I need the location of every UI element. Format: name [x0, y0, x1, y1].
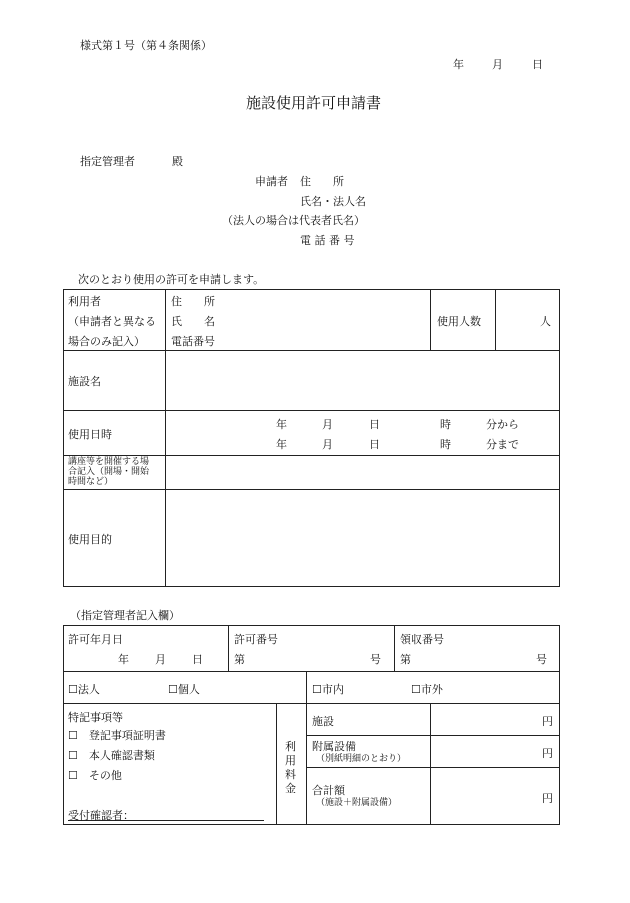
equipment-fee-yen: 円 — [542, 747, 553, 760]
facility-fee-label: 施設 — [312, 715, 334, 728]
receptionist-label: 受付確認者： — [68, 809, 134, 822]
checkbox-id-document[interactable]: ☐ 本人確認書類 — [68, 749, 155, 762]
applicant-corp-note: （法人の場合は代表者氏名） — [222, 214, 365, 227]
admin-section-title: （指定管理者記入欄） — [70, 609, 180, 622]
dt-from-hour: 時 — [440, 418, 451, 431]
checkbox-corporation[interactable]: ☐法人 — [68, 683, 100, 696]
user-address-label: 住 所 — [171, 295, 215, 308]
fee-label-4: 金 — [285, 782, 296, 795]
user-name-label: 氏 名 — [171, 315, 215, 328]
total-fee-yen: 円 — [542, 792, 553, 805]
receipt-number-dai: 第 — [400, 653, 411, 666]
dt-to-year: 年 — [276, 438, 287, 451]
permit-day: 日 — [192, 653, 203, 666]
dt-to-suffix: 分まで — [486, 438, 519, 451]
fee-label-2: 用 — [285, 754, 296, 767]
user-label-3: 場合のみ記入） — [68, 335, 145, 348]
equipment-fee-label: 附属設備 — [312, 740, 356, 753]
dt-from-year: 年 — [276, 418, 287, 431]
addressee-honorific: 殿 — [172, 155, 183, 168]
date-month-label: 月 — [492, 58, 503, 71]
checkbox-individual[interactable]: ☐個人 — [168, 683, 200, 696]
purpose-label: 使用目的 — [68, 533, 112, 546]
facility-name-label: 施設名 — [68, 375, 101, 388]
user-label-1: 利用者 — [68, 295, 101, 308]
date-day-label: 日 — [532, 58, 543, 71]
datetime-label: 使用日時 — [68, 428, 112, 441]
user-phone-label: 電話番号 — [171, 335, 215, 348]
date-year-label: 年 — [453, 58, 464, 71]
checkbox-registry-certificate[interactable]: ☐ 登記事項証明書 — [68, 729, 166, 742]
permit-month: 月 — [155, 653, 166, 666]
page-title: 施設使用許可申請書 — [246, 94, 382, 112]
receipt-number-label: 領収番号 — [400, 633, 444, 646]
addressee-label: 指定管理者 — [80, 155, 135, 168]
dt-from-day: 日 — [369, 418, 380, 431]
checkbox-out-city[interactable]: ☐市外 — [411, 683, 443, 696]
facility-fee-yen: 円 — [542, 715, 553, 728]
applicant-address-label: 住 所 — [300, 175, 344, 188]
event-label-3: 時間など） — [68, 477, 114, 487]
event-label-1: 講座等を開催する場 — [68, 457, 150, 467]
permit-number-go: 号 — [370, 653, 381, 666]
total-fee-note: （施設＋附属設備） — [316, 798, 398, 808]
event-label-2: 合記入（開場・開始 — [68, 467, 150, 477]
checkbox-other[interactable]: ☐ その他 — [68, 769, 122, 782]
people-count-label: 使用人数 — [437, 315, 481, 328]
dt-to-hour: 時 — [440, 438, 451, 451]
dt-from-suffix: 分から — [486, 418, 519, 431]
permit-number-label: 許可番号 — [234, 633, 278, 646]
applicant-name-label: 氏名・法人名 — [300, 195, 366, 208]
applicant-phone-label: 電 話 番 号 — [300, 234, 355, 247]
intro-text: 次のとおり使用の許可を申請します。 — [78, 273, 265, 286]
equipment-fee-note: （別紙明細のとおり） — [316, 754, 407, 764]
notes-label: 特記事項等 — [68, 711, 123, 724]
form-number: 様式第１号（第４条関係） — [80, 39, 212, 52]
permit-number-dai: 第 — [234, 653, 245, 666]
permit-date-label: 許可年月日 — [68, 633, 123, 646]
receipt-number-go: 号 — [536, 653, 547, 666]
fee-label-3: 料 — [285, 768, 296, 781]
checkbox-in-city[interactable]: ☐市内 — [312, 683, 344, 696]
people-count-unit: 人 — [540, 315, 551, 328]
user-label-2: （申請者と異なる — [68, 315, 156, 328]
total-fee-label: 合計額 — [312, 784, 345, 797]
permit-year: 年 — [118, 653, 129, 666]
dt-to-day: 日 — [369, 438, 380, 451]
dt-from-month: 月 — [322, 418, 333, 431]
dt-to-month: 月 — [322, 438, 333, 451]
applicant-label: 申請者 — [255, 175, 288, 188]
fee-label-1: 利 — [285, 740, 296, 753]
